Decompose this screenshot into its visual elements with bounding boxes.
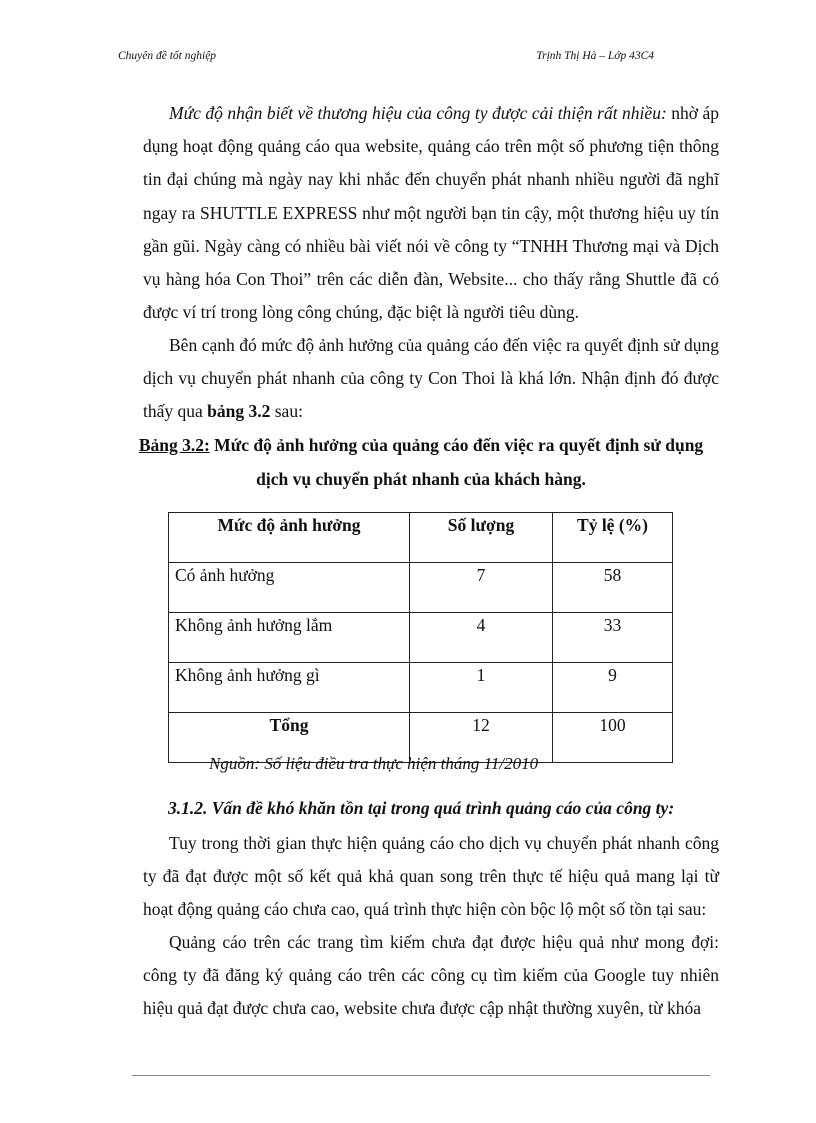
cell-count: 1 [410,663,553,713]
column-header-count: Số lượng [410,513,553,563]
paragraph-lead: Mức độ nhận biết về thương hiệu của công ty được cải thiện rất nhiều: [169,103,667,123]
cell-level: Có ảnh hưởng [169,563,410,613]
cell-level: Không ảnh hưởng lắm [169,613,410,663]
table-header-row [169,513,673,563]
paragraph-tail: sau: [270,401,303,422]
cell-total-percent: 100 [553,713,673,763]
cell-percent: 58 [553,563,673,613]
cell-total-label: Tổng [169,713,410,763]
table-reference: bảng 3.2 [207,401,271,422]
cell-count: 7 [410,563,553,613]
paragraph-text: nhờ áp dụng hoạt động quảng cáo qua website, quảng cáo trên một số phương tiện thông tin đại chúng mà ngày nay khi nhắc đến chuyển phát nhanh nhiều người đã nghĩ ngay ra SHUTTLE EXPRESS như một người bạn tin cậy, một thương hiệu uy tín gần gũi. Ngày càng có nhiều bài viết nói về công ty “TNHH Thương mại và Dịch vụ hàng hóa Con Thoi” trên các diễn đàn, Website... cho thấy rằng Shuttle đã có được ví trí trong lòng công chúng, đặc biệt là người tiêu dùng. [143,103,719,323]
table-row [169,613,673,663]
paragraph-text: Bên cạnh đó mức độ ảnh hưởng của quảng cáo đến việc ra quyết định sử dụng dịch vụ chuyển phát nhanh của công ty Con Thoi là khá lớn. Nhận định đó được thấy qua [143,335,719,422]
paragraph-brand-awareness [143,97,719,329]
table-caption [128,428,714,496]
column-header-percent: Tỷ lệ (%) [553,513,673,563]
caption-text: Mức độ ảnh hưởng của quảng cáo đến việc ra quyết định sử dụng dịch vụ chuyển phát nhanh của khách hàng. [209,435,704,489]
table-source: Nguồn: Số liệu điều tra thực hiện tháng 11/2010 [209,754,539,773]
page-header [118,50,700,62]
cell-count: 4 [410,613,553,663]
cell-percent: 9 [553,663,673,713]
section-heading: 3.1.2. Vấn đề khó khăn tồn tại trong quá trình quảng cáo của công ty: [168,798,675,818]
header-right: Trịnh Thị Hà – Lớp 43C4 [536,50,654,62]
paragraph-search-ads: Quảng cáo trên các trang tìm kiếm chưa đạt được hiệu quả như mong đợi: công ty đã đăng ký quảng cáo trên các công cụ tìm kiếm của Google tuy nhiên hiệu quả đạt được chưa cao, website chưa được cập nhật thường xuyên, từ khóa [143,932,719,1019]
cell-level: Không ảnh hưởng gì [169,663,410,713]
footer-divider [132,1075,710,1076]
table-row [169,663,673,713]
influence-table [168,512,673,763]
header-left: Chuyên đề tốt nghiệp [118,50,217,62]
table-row [169,563,673,613]
paragraph-limitations: Tuy trong thời gian thực hiện quảng cáo cho dịch vụ chuyển phát nhanh công ty đã đạt được một số kết quả khả quan song trên thực tế hiệu quả mang lại từ hoạt động quảng cáo chưa cao, quá trình thực hiện còn bộc lộ một số tồn tại sau: [143,833,719,920]
column-header-level: Mức độ ảnh hưởng [169,513,410,563]
caption-prefix: Bảng 3.2: [138,435,210,455]
paragraph-ad-influence [143,329,719,429]
cell-percent: 33 [553,613,673,663]
cell-total-count: 12 [410,713,553,763]
